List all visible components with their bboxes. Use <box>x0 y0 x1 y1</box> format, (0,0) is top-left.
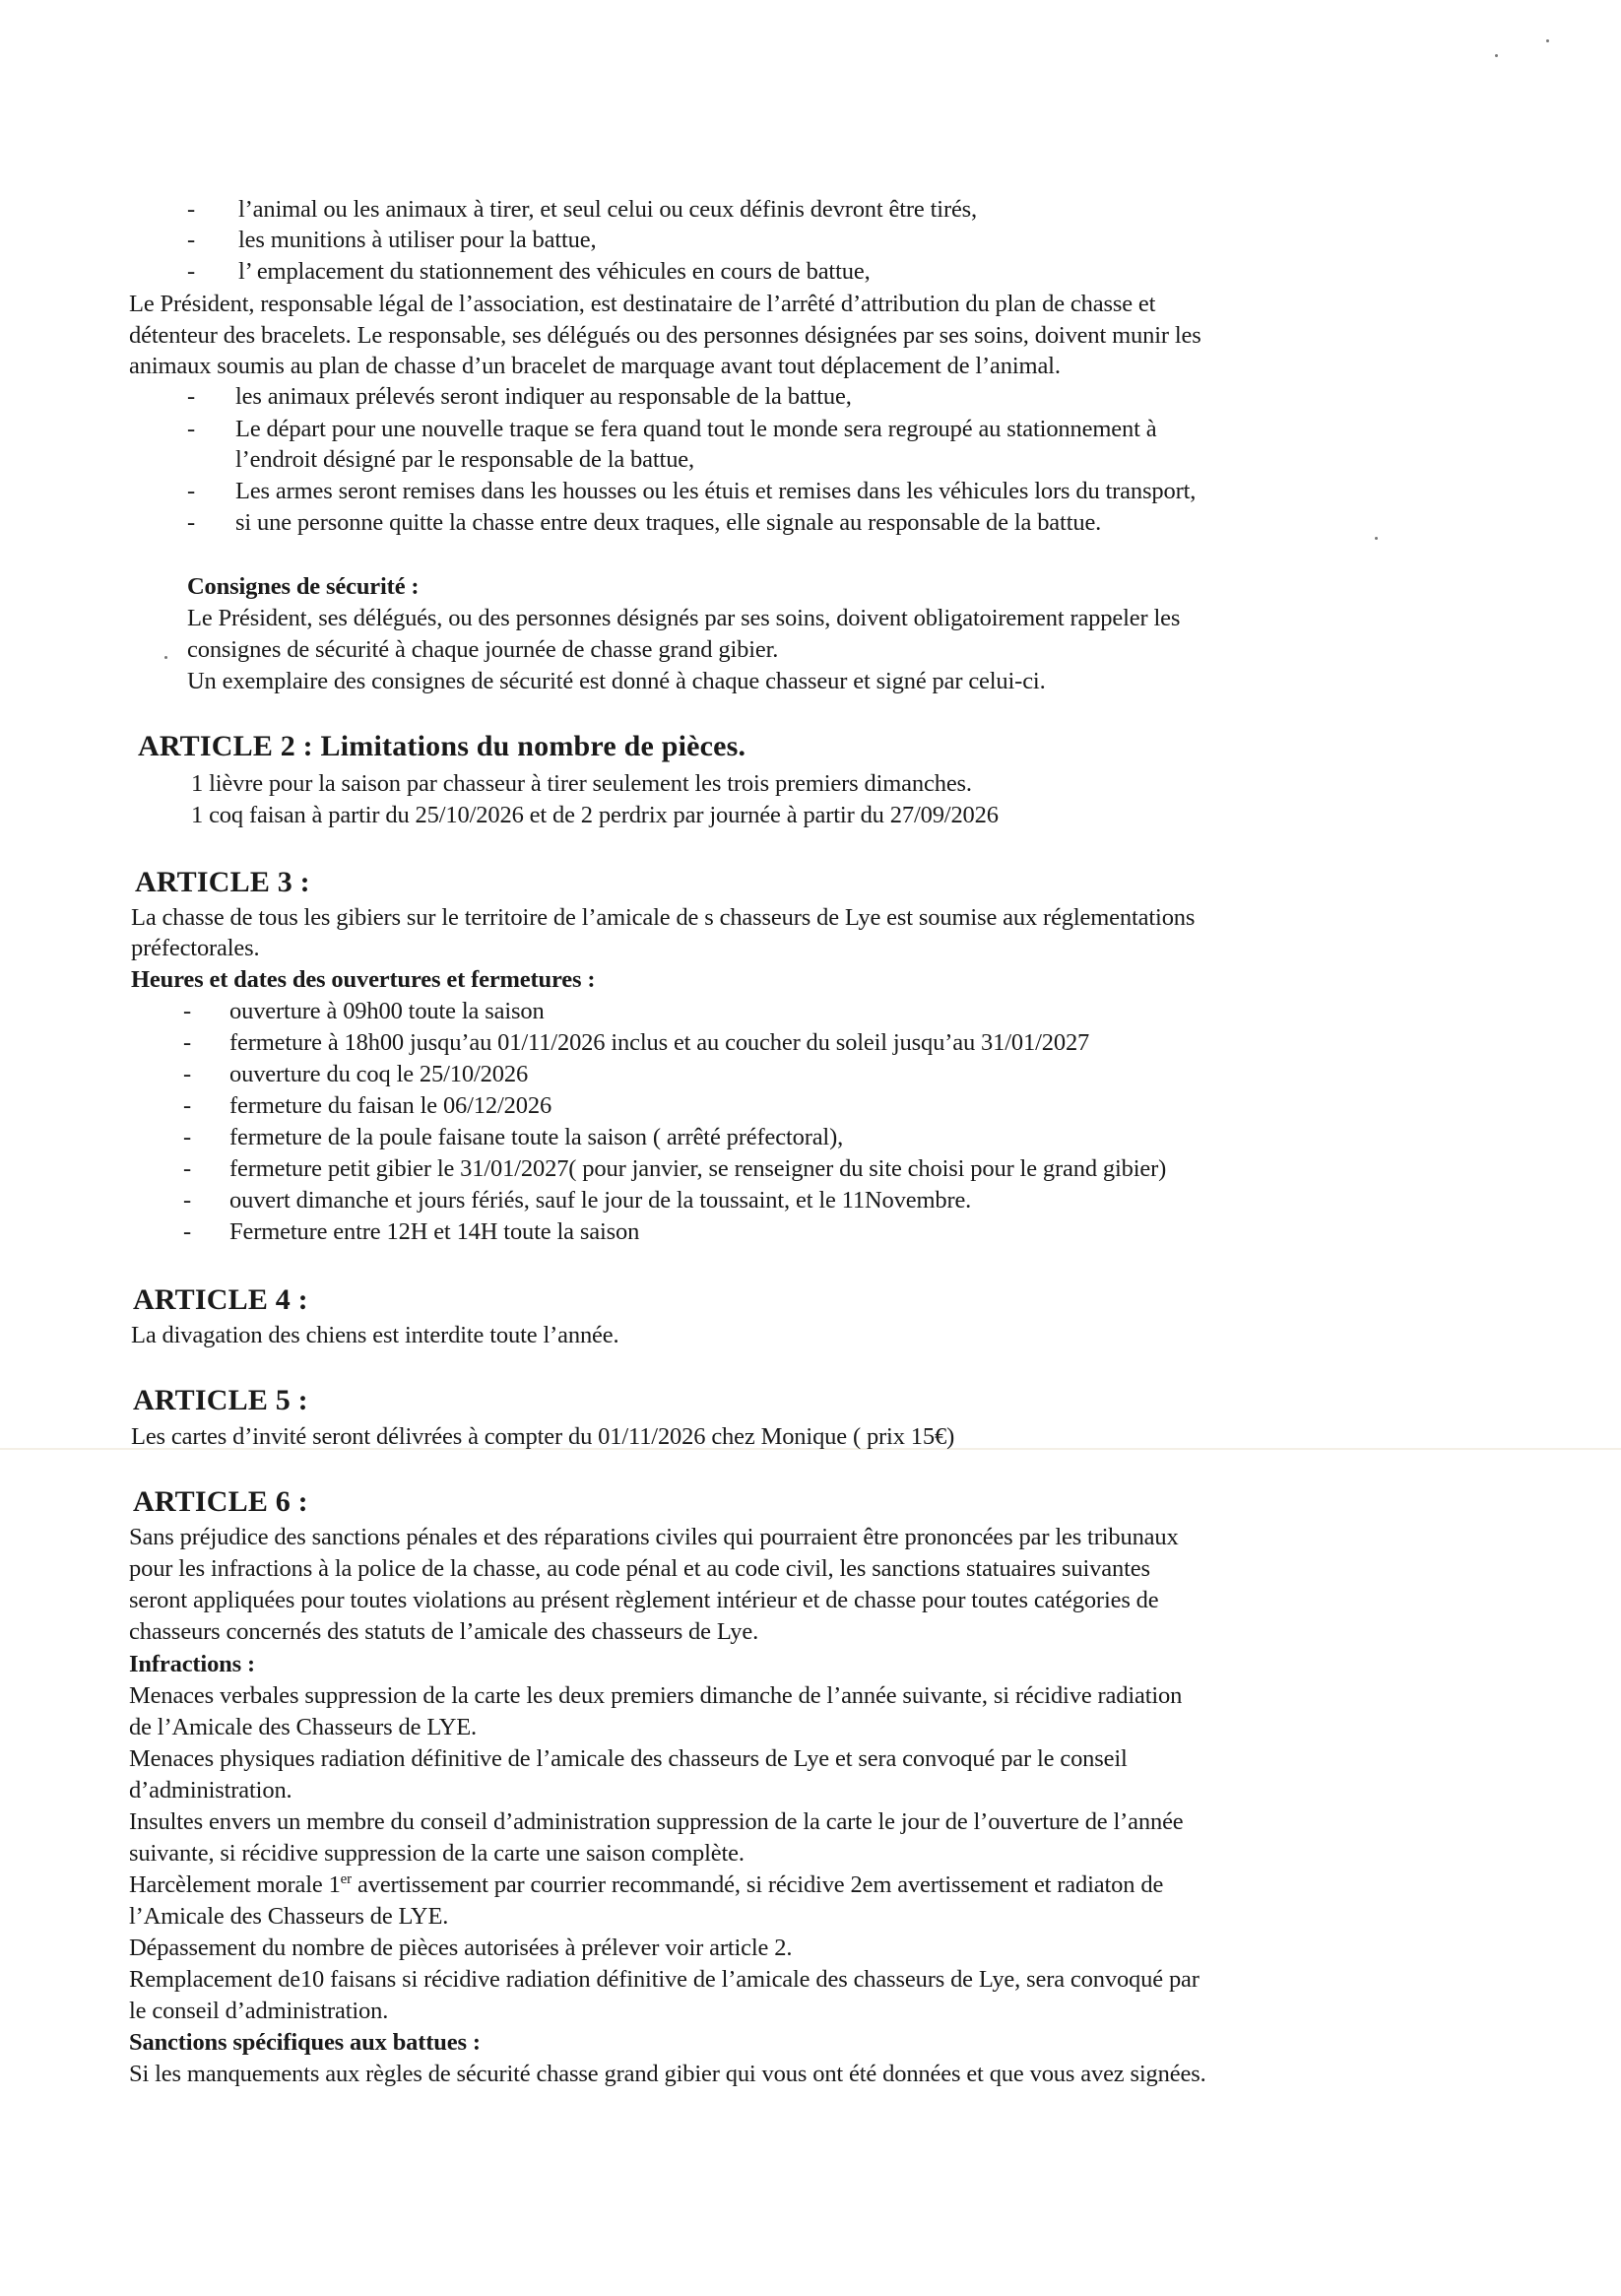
paragraph-line: consignes de sécurité à chaque journée de chasse grand gibier. <box>187 636 779 663</box>
bullet-dash: - <box>183 1092 192 1119</box>
article-2-title: ARTICLE 2 : Limitations du nombre de pièces. <box>138 730 746 762</box>
article-3-title: ARTICLE 3 : <box>135 866 310 898</box>
bullet-item: Les armes seront remises dans les housses ou les étuis et remises dans les véhicules lors du transport, <box>235 478 1197 504</box>
paragraph-line: l’Amicale des Chasseurs de LYE. <box>129 1903 449 1930</box>
paragraph-line: suivante, si récidive suppression de la carte une saison complète. <box>129 1840 745 1867</box>
bullet-dash: - <box>183 1029 192 1056</box>
paragraph-line: 1 coq faisan à partir du 25/10/2026 et de 2 perdrix par journée à partir du 27/09/2026 <box>191 802 999 828</box>
bullet-item: si une personne quitte la chasse entre deux traques, elle signale au responsable de la battue. <box>235 509 1102 536</box>
paragraph-line: de l’Amicale des Chasseurs de LYE. <box>129 1714 478 1740</box>
paragraph-line: Si les manquements aux règles de sécurité chasse grand gibier qui vous ont été données et que vous avez signées. <box>129 2061 1206 2087</box>
paragraph-line: Menaces verbales suppression de la carte les deux premiers dimanche de l’année suivante, si récidive radiation <box>129 1682 1183 1709</box>
paragraph-line: seront appliquées pour toutes violations au présent règlement intérieur et de chasse pour toutes catégories de <box>129 1587 1159 1613</box>
bullet-item-continued: l’endroit désigné par le responsable de la battue, <box>235 446 694 473</box>
paragraph-line: Sans préjudice des sanctions pénales et des réparations civiles qui pourraient être prononcées par les tribunaux <box>129 1524 1179 1550</box>
paragraph-line: 1 lièvre pour la saison par chasseur à tirer seulement les trois premiers dimanches. <box>191 770 972 797</box>
bullet-dash: - <box>183 1218 192 1245</box>
paragraph-line: animaux soumis au plan de chasse d’un bracelet de marquage avant tout déplacement de l’animal. <box>129 353 1061 379</box>
bullet-dash: - <box>187 478 196 504</box>
bullet-dash: - <box>187 196 196 223</box>
paragraph-line: Le Président, ses délégués, ou des personnes désignés par ses soins, doivent obligatoirement rappeler les <box>187 605 1181 631</box>
bullet-item: ouverture à 09h00 toute la saison <box>229 998 545 1024</box>
scan-speck <box>1495 54 1498 57</box>
harcelement-line <box>129 1870 1163 1900</box>
bullet-item: l’animal ou les animaux à tirer, et seul celui ou ceux définis devront être tirés, <box>238 196 978 223</box>
paragraph-line: d’administration. <box>129 1777 292 1804</box>
bullet-item: fermeture à 18h00 jusqu’au 01/11/2026 inclus et au coucher du soleil jusqu’au 31/01/2027 <box>229 1029 1090 1056</box>
bullet-item: Fermeture entre 12H et 14H toute la saison <box>229 1218 640 1245</box>
scan-speck <box>164 656 167 659</box>
paragraph-line: détenteur des bracelets. Le responsable, ses délégués ou des personnes désignées par ses soins, doivent munir les <box>129 322 1201 349</box>
harcelement-text-end: avertissement par courrier recommandé, si récidive 2em avertissement et radiaton de <box>352 1871 1164 1898</box>
paragraph-line: Dépassement du nombre de pièces autorisées à prélever voir article 2. <box>129 1935 793 1961</box>
paragraph-line: le conseil d’administration. <box>129 1998 389 2024</box>
bullet-item: les animaux prélevés seront indiquer au responsable de la battue, <box>235 383 852 410</box>
bullet-item: ouverture du coq le 25/10/2026 <box>229 1061 529 1087</box>
paragraph-line: préfectorales. <box>131 935 260 961</box>
bullet-item: fermeture du faisan le 06/12/2026 <box>229 1092 552 1119</box>
paragraph-line: pour les infractions à la police de la chasse, au code pénal et au code civil, les sanctions statuaires suivantes <box>129 1555 1150 1582</box>
bullet-dash: - <box>187 258 196 285</box>
bullet-dash: - <box>183 1061 192 1087</box>
bullet-dash: - <box>183 1187 192 1214</box>
scan-speck <box>1375 537 1378 540</box>
paragraph-line: La chasse de tous les gibiers sur le territoire de l’amicale de s chasseurs de Lye est soumise aux réglementations <box>131 904 1196 931</box>
paragraph-line: Le Président, responsable légal de l’association, est destinataire de l’arrêté d’attribution du plan de chasse et <box>129 291 1156 317</box>
bullet-item: Le départ pour une nouvelle traque se fera quand tout le monde sera regroupé au stationnement à <box>235 416 1157 442</box>
ordinal-superscript: er <box>340 1871 353 1887</box>
article-4-title: ARTICLE 4 : <box>133 1283 308 1316</box>
article-5-title: ARTICLE 5 : <box>133 1384 308 1416</box>
bullet-item: ouvert dimanche et jours fériés, sauf le jour de la toussaint, et le 11Novembre. <box>229 1187 972 1214</box>
article-3-subtitle: Heures et dates des ouvertures et fermetures : <box>131 966 596 993</box>
bullet-dash: - <box>183 1124 192 1150</box>
paragraph-line: Les cartes d’invité seront délivrées à compter du 01/11/2026 chez Monique ( prix 15€) <box>131 1423 955 1450</box>
bullet-dash: - <box>187 416 196 442</box>
infractions-title: Infractions : <box>129 1651 256 1677</box>
bullet-dash: - <box>183 1155 192 1182</box>
bullet-dash: - <box>187 227 196 253</box>
bullet-dash: - <box>187 383 196 410</box>
bullet-dash: - <box>183 998 192 1024</box>
paragraph-line: Menaces physiques radiation définitive de l’amicale des chasseurs de Lye et sera convoqué par le conseil <box>129 1745 1128 1772</box>
paragraph-line: Un exemplaire des consignes de sécurité est donné à chaque chasseur et signé par celui-ci. <box>187 668 1046 694</box>
paragraph-line: chasseurs concernés des statuts de l’amicale des chasseurs de Lye. <box>129 1618 759 1645</box>
scan-speck <box>1546 39 1549 42</box>
paragraph-line: Insultes envers un membre du conseil d’administration suppression de la carte le jour de l’ouverture de l’année <box>129 1808 1184 1835</box>
harcelement-text: Harcèlement morale 1 <box>129 1871 341 1898</box>
bullet-item: fermeture petit gibier le 31/01/2027( pour janvier, se renseigner du site choisi pour le grand gibier) <box>229 1155 1167 1182</box>
section-title-securite: Consignes de sécurité : <box>187 573 420 600</box>
bullet-item: fermeture de la poule faisane toute la saison ( arrêté préfectoral), <box>229 1124 844 1150</box>
bullet-dash: - <box>187 509 196 536</box>
paragraph-line: Remplacement de10 faisans si récidive radiation définitive de l’amicale des chasseurs de Lye, sera convoqué par <box>129 1966 1200 1993</box>
paragraph-line: La divagation des chiens est interdite toute l’année. <box>131 1322 619 1348</box>
battues-sanctions-title: Sanctions spécifiques aux battues : <box>129 2029 481 2056</box>
bullet-item: les munitions à utiliser pour la battue, <box>238 227 597 253</box>
bullet-item: l’ emplacement du stationnement des véhicules en cours de battue, <box>238 258 871 285</box>
article-6-title: ARTICLE 6 : <box>133 1485 308 1518</box>
